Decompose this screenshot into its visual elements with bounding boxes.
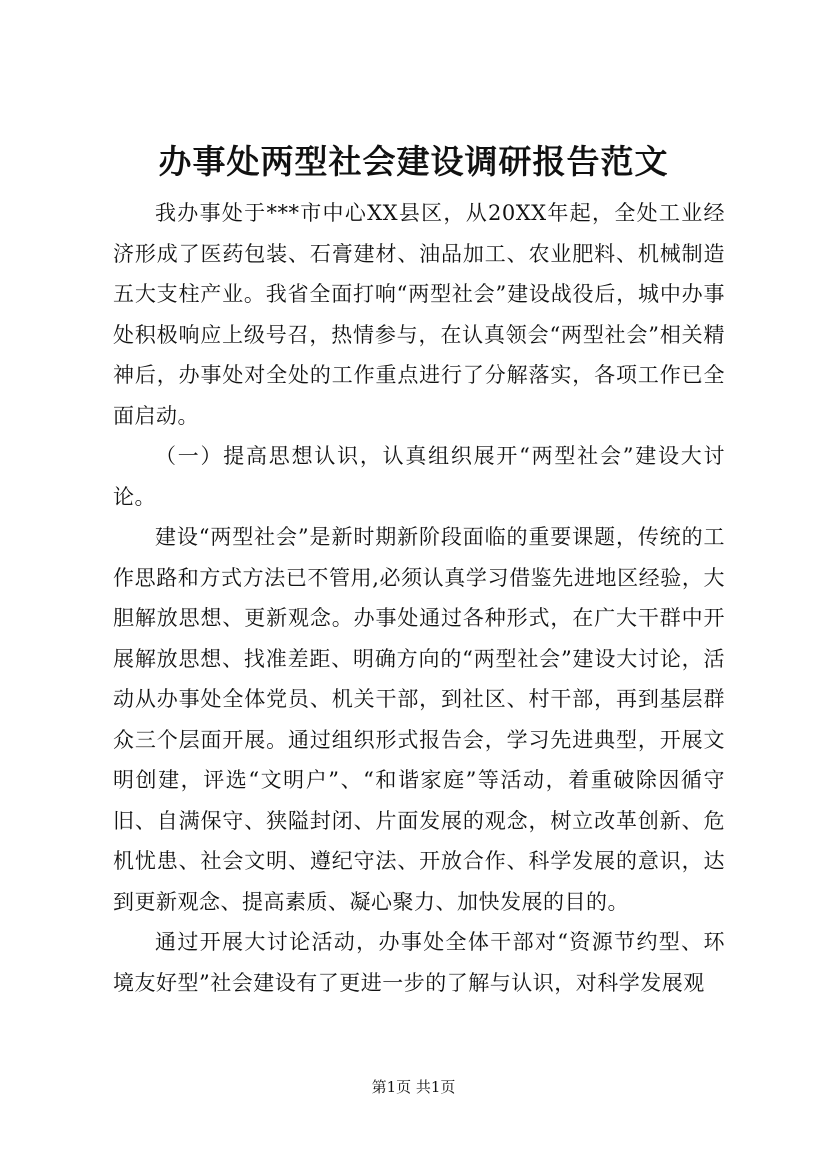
paragraph-results: 通过开展大讨论活动，办事处全体干部对“资源节约型、环境友好型”社会建设有了更进一步的了解与认识，对科学发展观 <box>113 930 725 995</box>
paragraph-discussion: 建设“两型社会”是新时期新阶段面临的重要课题，传统的工作思路和方式方法已不管用,必须认真学习借鉴先进地区经验，大胆解放思想、更新观念。办事处通过各种形式，在广大干群中开展解放思想、找准差距、明确方向的“两型社会”建设大讨论，活动从办事处全体党员、机关干部，到社区、村干部，再到基层群众三个层面开展。通过组织形式报告会，学习先进典型，开展文明创建，评选“文明户”、“和谐家庭”等活动，着重破除因循守旧、自满保守、狭隘封闭、片面发展的观念，树立改革创新、危机忧患、社会文明、遵纪守法、开放合作、科学发展的意识，达到更新观念、提高素质、凝心聚力、加快发展的目的。 <box>113 525 725 914</box>
paragraph-section-heading: （一）提高思想认识，认真组织展开“两型社会”建设大讨论。 <box>113 444 725 509</box>
document-title: 办事处两型社会建设调研报告范文 <box>158 142 669 181</box>
paragraph-intro: 我办事处于***市中心XX县区，从20XX年起，全处工业经济形成了医药包装、石膏建材、油品加工、农业肥料、机械制造五大支柱产业。我省全面打响“两型社会”建设战役后，城中办事处积极响应上级号召，热情参与，在认真领会“两型社会”相关精神后，办事处对全处的工作重点进行了分解落实，各项工作已全面启动。 <box>113 201 725 428</box>
document-body <box>113 193 725 1003</box>
page-footer: 第1页 共1页 <box>371 1078 456 1096</box>
